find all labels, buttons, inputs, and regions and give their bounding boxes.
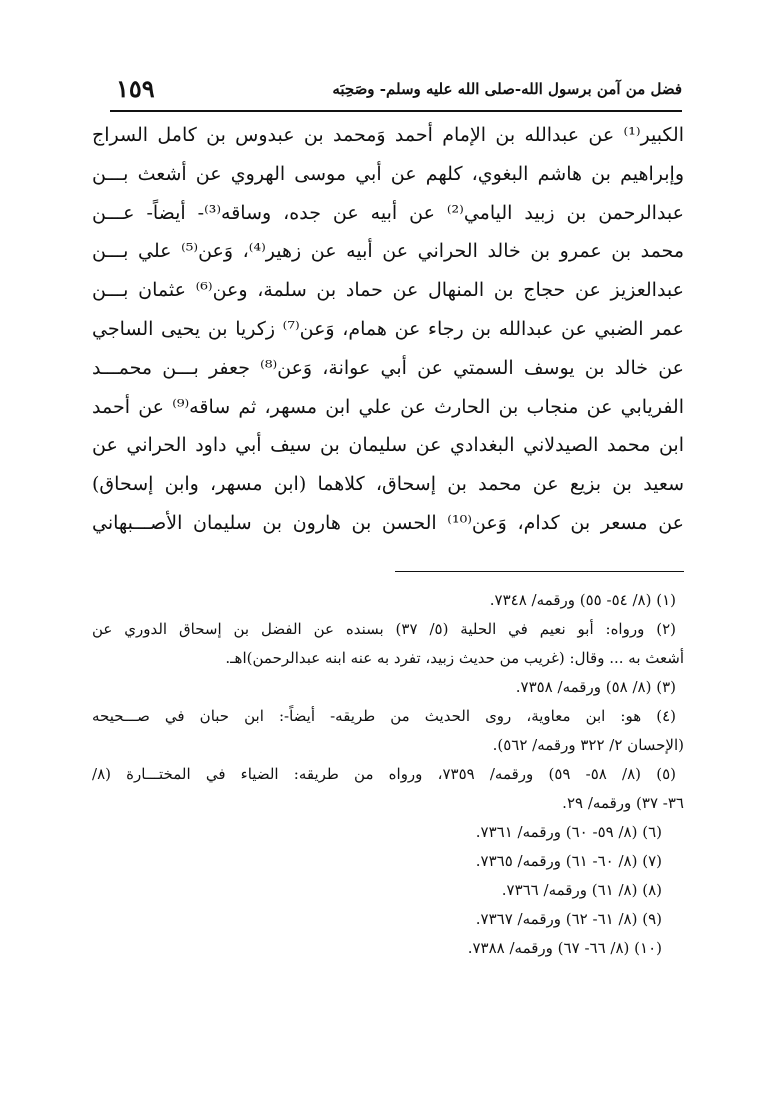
- footnote-6: (٦) (٨/ ٥٩- ٦٠) ورقمه/ ٧٣٦١.: [475, 823, 662, 841]
- footnote-separator: [395, 571, 684, 572]
- running-title: فضل من آمن برسول الله-صلى الله عليه وسلم- وصَحِبَه: [332, 80, 682, 98]
- footnote-8: (٨) (٨/ ٦١) ورقمه/ ٧٣٦٦.: [501, 881, 662, 899]
- text-line: ابن محمد الصيدلاني البغدادي عن سليمان بن سيف أبي داود الحراني عن: [92, 434, 684, 457]
- page-number: ١٥٩: [116, 74, 155, 103]
- footnote-4-continued: (الإحسان ٢/ ٣٢٢ ورقمه/ ٥٦٢).: [492, 736, 684, 754]
- text-line: الكبير⁽¹⁾ عن عبدالله بن الإمام أحمد وَمحمد بن عبدوس بن كامل السراج: [92, 124, 684, 146]
- footnote-5-continued: ٣٦- ٣٧) ورقمه/ ٢٩.: [562, 794, 684, 812]
- header-rule: [110, 110, 682, 112]
- footnote-3: (٣) (٨/ ٥٨) ورقمه/ ٧٣٥٨.: [515, 678, 676, 696]
- text-line: عن مسعر بن كدام، وَعن⁽¹⁰⁾ الحسن بن هارون بن سليمان الأصـــبهاني: [92, 511, 684, 534]
- main-text: [92, 116, 684, 543]
- footnote-2: (٢) ورواه: أبو نعيم في الحلية (٥/ ٣٧) بسنده عن الفضل بن إسحاق الدوري عن: [92, 620, 676, 638]
- text-line: محمد بن عمرو بن خالد الحراني عن أبيه عن زهير⁽⁴⁾، وَعن⁽⁵⁾ علي بـــن: [92, 240, 684, 263]
- text-line: وإبراهيم بن هاشم البغوي، كلهم عن أبي موسى الهروي عن أشعث بـــن: [92, 162, 684, 185]
- footnote-4: (٤) هو: ابن معاوية، روى الحديث من طريقه- أيضاً-: ابن حبان في صـــحيحه: [92, 707, 676, 725]
- text-line: الفريابي عن منجاب بن الحارث عن علي ابن مسهر، ثم ساقه⁽⁹⁾ عن أحمد: [92, 395, 684, 418]
- text-line: عبدالرحمن بن زبيد اليامي⁽²⁾ عن أبيه عن جده، وساقه⁽³⁾- أيضاً- عـــن: [92, 201, 684, 224]
- text-line: عمر الضبي عن عبدالله بن رجاء عن همام، وَعن⁽⁷⁾ زكريا بن يحيى الساجي: [92, 317, 684, 340]
- text-line: عن خالد بن يوسف السمتي عن أبي عوانة، وَعن⁽⁸⁾ جعفر بـــن محمـــد: [92, 356, 684, 379]
- footnote-9: (٩) (٨/ ٦١- ٦٢) ورقمه/ ٧٣٦٧.: [475, 910, 662, 928]
- footnote-1: (١) (٨/ ٥٤- ٥٥) ورقمه/ ٧٣٤٨.: [489, 591, 676, 609]
- footnotes: [92, 586, 684, 963]
- footnote-7: (٧) (٨/ ٦٠- ٦١) ورقمه/ ٧٣٦٥.: [475, 852, 662, 870]
- footnote-5: (٥) (٨/ ٥٨- ٥٩) ورقمه/ ٧٣٥٩، ورواه من طريقه: الضياء في المختـــارة (٨/: [92, 765, 676, 783]
- footnote-2-continued: أشعث به ... وقال: (غريب من حديث زبيد، تفرد به عنه ابنه عبدالرحمن)اهـ.: [225, 649, 684, 667]
- page-header: [110, 72, 682, 108]
- text-line: عبدالعزيز عن حجاج بن المنهال عن حماد بن سلمة، وعن⁽⁶⁾ عثمان بـــن: [92, 279, 684, 302]
- footnote-10: (١٠) (٨/ ٦٦- ٦٧) ورقمه/ ٧٣٨٨.: [467, 939, 662, 957]
- text-line: سعيد بن بزيع عن محمد بن إسحاق، كلاهما (ابن مسهر، وابن إسحاق): [92, 473, 684, 496]
